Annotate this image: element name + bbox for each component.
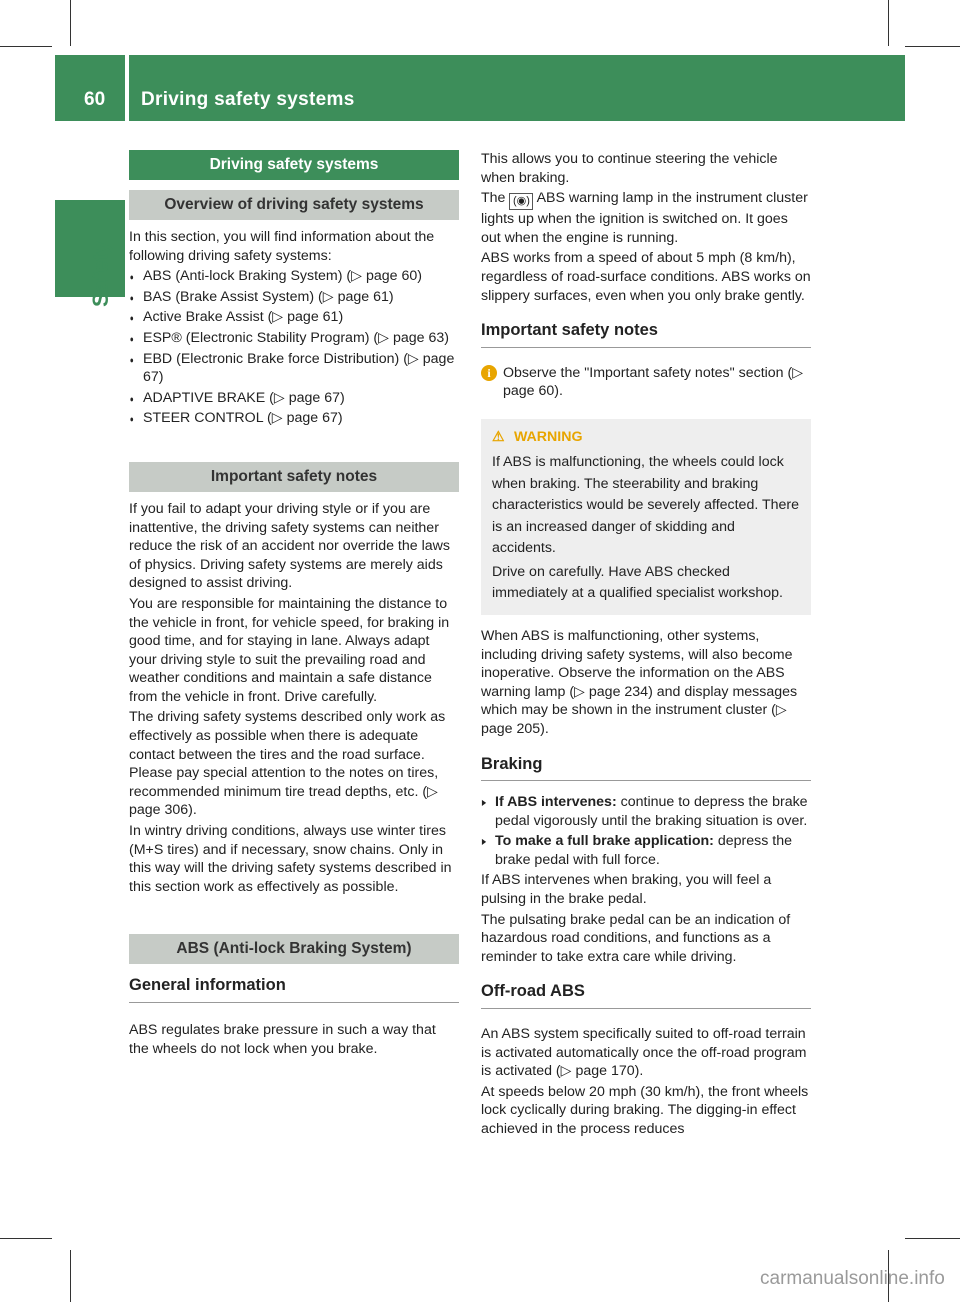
warning-text: Drive on carefully. Have ABS checked immediately at a qualified specialist workshop.: [492, 563, 783, 602]
paragraph: ABS works from a speed of about 5 mph (8 km/h), regardless of road-surface conditions. ABS works on slippery surfaces, even when you only brake gently.: [481, 250, 811, 304]
overview-list: [129, 267, 459, 428]
list-item: ● ADAPTIVE BRAKE (▷ page 67): [129, 389, 459, 408]
page-number: 60: [84, 89, 106, 110]
paragraph: This allows you to continue steering the vehicle when braking.: [481, 151, 778, 186]
important-title: Important safety notes: [481, 321, 811, 348]
abs-warning-lamp-icon: (◉): [509, 193, 533, 210]
right-column: [481, 150, 811, 1141]
list-item: ● STEER CONTROL (▷ page 67): [129, 409, 459, 428]
offroad-title: Off-road ABS: [481, 982, 811, 1009]
paragraph: When ABS is malfunctioning, other systems, including driving safety systems, will also become inoperative. Observe the information on the ABS warning lamp (▷ page 234) and display messages which may be shown in the instrument cluster (▷ page 205).: [481, 627, 798, 737]
warning-text: If ABS is malfunctioning, the wheels could lock when braking. The steerability and braking characteristics would be severely affected. There is an increased danger of skidding and accidents.: [492, 454, 800, 557]
overview-title: Overview of driving safety systems: [129, 190, 459, 220]
crop-mark: [888, 0, 889, 46]
watermark: carmanualsonline.info: [760, 1268, 945, 1289]
step-item: [481, 793, 811, 830]
paragraph: The pulsating brake pedal can be an indication of hazardous road conditions, and functions as a reminder to take extra care while driving.: [481, 911, 791, 965]
info-note: [481, 364, 811, 401]
step-text: depress the brake pedal with full force.: [495, 833, 793, 868]
list-item: ● ESP® (Electronic Stability Program) (▷ page 63): [129, 329, 459, 348]
list-item: ● BAS (Brake Assist System) (▷ page 61): [129, 288, 459, 307]
warning-triangle-icon: ⚠: [492, 428, 505, 445]
paragraph: An ABS system specifically suited to off-road terrain is activated automatically once the off-road program is activated (▷ page 170).: [481, 1026, 807, 1080]
info-text: Observe the "Important safety notes" section (▷ page 60).: [503, 364, 804, 400]
crop-mark: [905, 1238, 960, 1239]
header-separator: [125, 55, 129, 121]
left-column: [129, 150, 459, 1060]
paragraph: If ABS intervenes when braking, you will feel a pulsing in the brake pedal.: [481, 872, 772, 908]
crop-mark: [70, 0, 71, 46]
important-title: Important safety notes: [129, 462, 459, 492]
list-item: ● EBD (Electronic Brake force Distribution) (▷ page 67): [129, 350, 459, 387]
paragraph: [481, 189, 811, 247]
step-item: [481, 832, 811, 869]
paragraph: The driving safety systems described only work as effectively as possible when there is adequate contact between the tires and the road surface. Please pay special attention to the notes on tires, recommended minimum tire tread depths, etc. (▷ page 306).: [129, 709, 446, 819]
paragraph: If you fail to adapt your driving style or if you are inattentive, the driving safety systems can neither reduce the risk of an accident nor override the laws of physics. Driving safety systems are merely aids designed to assist driving.: [129, 500, 450, 592]
text: The: [481, 190, 506, 207]
warning-header: [492, 427, 801, 449]
general-text: ABS regulates brake pressure in such a way that the wheels do not lock when you brake.: [129, 1022, 436, 1057]
list-item: ● Active Brake Assist (▷ page 61): [129, 308, 459, 327]
step-text: continue to depress the brake pedal vigorously until the braking situation is over.: [495, 794, 808, 829]
crop-mark: [905, 46, 960, 47]
info-icon: i: [481, 365, 497, 381]
paragraph: In wintry driving conditions, always use winter tires (M+S tires) and if necessary, snow chains. Only in this way will the driving safety systems described in this section work as effectively as possible.: [129, 823, 452, 895]
section-title: Driving safety systems: [129, 150, 459, 180]
crop-mark: [0, 46, 52, 47]
paragraph: At speeds below 20 mph (30 km/h), the front wheels lock cyclically during braking. The digging-in effect achieved in the process reduces: [481, 1083, 809, 1137]
side-label: Safety: [88, 240, 113, 307]
crop-mark: [70, 1250, 71, 1302]
paragraph: You are responsible for maintaining the distance to the vehicle in front, for vehicle speed, for braking in good time, and for staying in lane. Always adapt your driving style to suit the prevailing road and weather conditions and maintain a safe distance from the vehicle in front. Drive carefully.: [129, 595, 450, 705]
warning-title: WARNING: [513, 428, 583, 445]
overview-intro: In this section, you will find information about the following driving safety systems:: [129, 229, 435, 264]
abs-title: ABS (Anti-lock Braking System): [129, 934, 459, 964]
general-title: General information: [129, 976, 459, 1003]
list-item: ● ABS (Anti-lock Braking System) (▷ page 60): [129, 267, 459, 286]
step-label: To make a full brake application:: [495, 833, 714, 850]
running-header: Driving safety systems: [141, 89, 355, 110]
step-label: If ABS intervenes:: [495, 794, 617, 811]
header-bar: [55, 55, 905, 121]
braking-steps: [481, 793, 811, 869]
braking-title: Braking: [481, 755, 811, 782]
warning-box: [481, 419, 811, 615]
crop-mark: [0, 1238, 52, 1239]
text: ABS warning lamp in the instrument cluster lights up when the ignition is switched on. It goes out when the engine is running.: [481, 190, 808, 246]
